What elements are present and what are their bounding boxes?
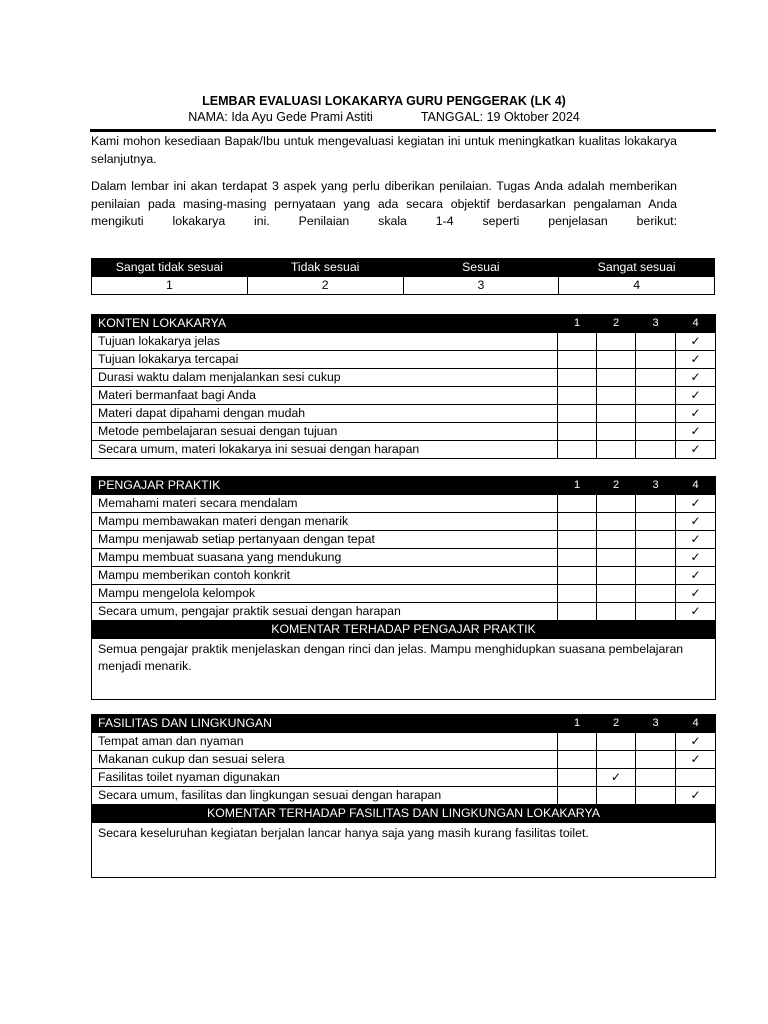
statement-text: Secara umum, pengajar praktik sesuai dengan harapan — [92, 603, 558, 621]
table-row — [92, 441, 716, 459]
score-cell[interactable] — [597, 585, 636, 603]
checkmark-icon: ✓ — [610, 770, 622, 784]
checkmark-icon: ✓ — [690, 334, 701, 348]
score-cell[interactable] — [558, 405, 597, 423]
statement-text: Makanan cukup dan sesuai selera — [92, 751, 558, 769]
score-cell[interactable] — [597, 441, 636, 459]
scale-label: Tidak sesuai — [247, 259, 403, 277]
statement-text: Mampu membuat suasana yang mendukung — [92, 549, 558, 567]
score-column-header: 1 — [558, 315, 597, 333]
scale-value: 2 — [247, 277, 403, 295]
score-cell[interactable] — [636, 531, 676, 549]
statement-text: Tujuan lokakarya tercapai — [92, 351, 558, 369]
score-cell[interactable] — [636, 387, 676, 405]
checkmark-icon: ✓ — [690, 388, 701, 402]
score-cell[interactable] — [597, 513, 636, 531]
score-cell[interactable] — [597, 531, 636, 549]
score-cell[interactable] — [676, 733, 716, 751]
score-cell[interactable] — [676, 441, 716, 459]
table-row — [92, 603, 716, 621]
score-cell[interactable] — [558, 513, 597, 531]
comment-title: KOMENTAR TERHADAP PENGAJAR PRAKTIK — [92, 621, 716, 639]
section-title: KONTEN LOKAKARYA — [92, 315, 558, 333]
score-cell[interactable] — [676, 603, 716, 621]
score-cell[interactable] — [676, 751, 716, 769]
score-cell[interactable] — [597, 333, 636, 351]
score-cell[interactable] — [636, 733, 676, 751]
statement-text: Metode pembelajaran sesuai dengan tujuan — [92, 423, 558, 441]
score-cell[interactable] — [636, 441, 676, 459]
table-row — [92, 387, 716, 405]
table-row — [92, 787, 716, 805]
score-cell[interactable] — [676, 405, 716, 423]
statement-text: Mampu menjawab setiap pertanyaan dengan tepat — [92, 531, 558, 549]
score-cell[interactable] — [636, 567, 676, 585]
header-divider — [90, 129, 716, 132]
statement-text: Fasilitas toilet nyaman digunakan — [92, 769, 558, 787]
table-row — [92, 333, 716, 351]
statement-text: Mampu mengelola kelompok — [92, 585, 558, 603]
checkmark-icon: ✓ — [690, 424, 701, 438]
score-cell[interactable] — [636, 603, 676, 621]
score-cell[interactable] — [676, 495, 716, 513]
score-cell[interactable] — [676, 787, 716, 805]
table-row — [92, 751, 716, 769]
score-cell[interactable] — [676, 585, 716, 603]
scale-label: Sangat sesuai — [559, 259, 715, 277]
scale-value: 1 — [92, 277, 248, 295]
score-cell[interactable] — [597, 769, 636, 787]
score-column-header: 2 — [597, 315, 636, 333]
score-column-header: 3 — [636, 315, 676, 333]
checkmark-icon: ✓ — [690, 352, 701, 366]
score-cell[interactable] — [558, 567, 597, 585]
score-column-header: 4 — [676, 715, 716, 733]
score-column-header: 3 — [636, 477, 676, 495]
score-column-header: 2 — [597, 715, 636, 733]
comment-text: Semua pengajar praktik menjelaskan dengan rinci dan jelas. Mampu menghidupkan suasana pembelajaran menjadi menarik. — [92, 639, 716, 700]
score-cell[interactable] — [636, 351, 676, 369]
score-cell[interactable] — [636, 751, 676, 769]
statement-text: Tujuan lokakarya jelas — [92, 333, 558, 351]
statement-text: Materi dapat dipahami dengan mudah — [92, 405, 558, 423]
scale-label: Sangat tidak sesuai — [92, 259, 248, 277]
score-cell[interactable] — [636, 513, 676, 531]
score-cell[interactable] — [597, 495, 636, 513]
table-row — [92, 513, 716, 531]
checkmark-icon: ✓ — [690, 406, 701, 420]
score-cell[interactable] — [558, 351, 597, 369]
score-column-header: 4 — [676, 477, 716, 495]
checkmark-icon: ✓ — [690, 442, 701, 456]
score-cell[interactable] — [558, 495, 597, 513]
score-cell[interactable] — [636, 769, 676, 787]
score-cell[interactable] — [558, 531, 597, 549]
table-row — [92, 769, 716, 787]
form-subtitle — [0, 110, 768, 124]
score-cell[interactable] — [597, 369, 636, 387]
checkmark-icon: ✓ — [690, 734, 701, 748]
score-cell[interactable] — [676, 333, 716, 351]
score-column-header: 2 — [597, 477, 636, 495]
score-cell[interactable] — [558, 603, 597, 621]
table-row — [92, 351, 716, 369]
score-cell[interactable] — [597, 567, 636, 585]
comment-title: KOMENTAR TERHADAP FASILITAS DAN LINGKUNGAN LOKAKARYA — [92, 805, 716, 823]
statement-text: Mampu memberikan contoh konkrit — [92, 567, 558, 585]
table-row — [92, 531, 716, 549]
score-cell[interactable] — [597, 351, 636, 369]
scale-label: Sesuai — [403, 259, 559, 277]
score-cell[interactable] — [558, 369, 597, 387]
score-cell[interactable] — [558, 585, 597, 603]
score-column-header: 3 — [636, 715, 676, 733]
checkmark-icon: ✓ — [690, 514, 701, 528]
score-cell[interactable] — [597, 733, 636, 751]
statement-text: Materi bermanfaat bagi Anda — [92, 387, 558, 405]
score-cell[interactable] — [597, 751, 636, 769]
statement-text: Durasi waktu dalam menjalankan sesi cukup — [92, 369, 558, 387]
section-table — [91, 314, 716, 459]
score-cell[interactable] — [597, 387, 636, 405]
score-cell[interactable] — [558, 423, 597, 441]
checkmark-icon: ✓ — [690, 496, 701, 510]
statement-text: Memahami materi secara mendalam — [92, 495, 558, 513]
table-row — [92, 369, 716, 387]
checkmark-icon: ✓ — [690, 532, 701, 546]
score-cell[interactable] — [636, 495, 676, 513]
statement-text: Secara umum, materi lokakarya ini sesuai dengan harapan — [92, 441, 558, 459]
score-cell[interactable] — [676, 531, 716, 549]
score-cell[interactable] — [558, 733, 597, 751]
score-cell[interactable] — [558, 387, 597, 405]
score-column-header: 1 — [558, 715, 597, 733]
rating-scale-table — [91, 258, 715, 295]
table-row — [92, 733, 716, 751]
table-row — [92, 495, 716, 513]
statement-text: Mampu membawakan materi dengan menarik — [92, 513, 558, 531]
score-cell[interactable] — [676, 769, 716, 787]
score-cell[interactable] — [636, 405, 676, 423]
score-cell[interactable] — [558, 549, 597, 567]
checkmark-icon: ✓ — [690, 752, 701, 766]
statement-text: Tempat aman dan nyaman — [92, 733, 558, 751]
score-cell[interactable] — [676, 513, 716, 531]
score-cell[interactable] — [636, 369, 676, 387]
form-title: LEMBAR EVALUASI LOKAKARYA GURU PENGGERAK (LK 4) — [202, 94, 566, 108]
scale-value: 4 — [559, 277, 715, 295]
score-cell[interactable] — [636, 585, 676, 603]
score-cell[interactable] — [558, 751, 597, 769]
score-cell[interactable] — [676, 549, 716, 567]
score-cell[interactable] — [558, 769, 597, 787]
score-cell[interactable] — [558, 787, 597, 805]
score-cell[interactable] — [636, 423, 676, 441]
section-table — [91, 476, 716, 700]
checkmark-icon: ✓ — [690, 604, 701, 618]
statement-text: Secara umum, fasilitas dan lingkungan sesuai dengan harapan — [92, 787, 558, 805]
score-column-header: 1 — [558, 477, 597, 495]
section-table — [91, 714, 716, 878]
participant-name: NAMA: Ida Ayu Gede Prami Astiti — [188, 110, 373, 124]
table-row — [92, 549, 716, 567]
section-title: PENGAJAR PRAKTIK — [92, 477, 558, 495]
score-cell[interactable] — [676, 567, 716, 585]
score-cell[interactable] — [636, 549, 676, 567]
checkmark-icon: ✓ — [690, 568, 701, 582]
score-cell[interactable] — [597, 405, 636, 423]
score-cell[interactable] — [676, 369, 716, 387]
score-cell[interactable] — [558, 333, 597, 351]
score-cell[interactable] — [597, 787, 636, 805]
table-row — [92, 585, 716, 603]
score-cell[interactable] — [676, 423, 716, 441]
score-cell[interactable] — [597, 423, 636, 441]
checkmark-icon: ✓ — [690, 788, 701, 802]
intro-paragraph-2: Dalam lembar ini akan terdapat 3 aspek yang perlu diberikan penilaian. Tugas Anda adalah memberikan penilaian pada masing-masing pernyataan yang ada secara objektif berdasarkan pengalaman Anda mengikuti lokakarya ini. Penilaian skala 1-4 seperti penjelasan berikut: — [91, 179, 677, 228]
score-cell[interactable] — [597, 603, 636, 621]
checkmark-icon: ✓ — [690, 550, 701, 564]
checkmark-icon: ✓ — [690, 586, 701, 600]
scale-value: 3 — [403, 277, 559, 295]
intro-paragraph-1: Kami mohon kesediaan Bapak/Ibu untuk mengevaluasi kegiatan ini untuk meningkatkan kualitas lokakarya selanjutnya. — [91, 134, 677, 166]
section-title: FASILITAS DAN LINGKUNGAN — [92, 715, 558, 733]
score-cell[interactable] — [558, 441, 597, 459]
score-cell[interactable] — [636, 787, 676, 805]
score-column-header: 4 — [676, 315, 716, 333]
score-cell[interactable] — [636, 333, 676, 351]
score-cell[interactable] — [597, 549, 636, 567]
table-row — [92, 423, 716, 441]
form-date: TANGGAL: 19 Oktober 2024 — [420, 110, 580, 124]
score-cell[interactable] — [676, 351, 716, 369]
table-row — [92, 567, 716, 585]
checkmark-icon: ✓ — [690, 370, 701, 384]
table-row — [92, 405, 716, 423]
score-cell[interactable] — [676, 387, 716, 405]
comment-text: Secara keseluruhan kegiatan berjalan lancar hanya saja yang masih kurang fasilitas toilet. — [92, 823, 716, 878]
